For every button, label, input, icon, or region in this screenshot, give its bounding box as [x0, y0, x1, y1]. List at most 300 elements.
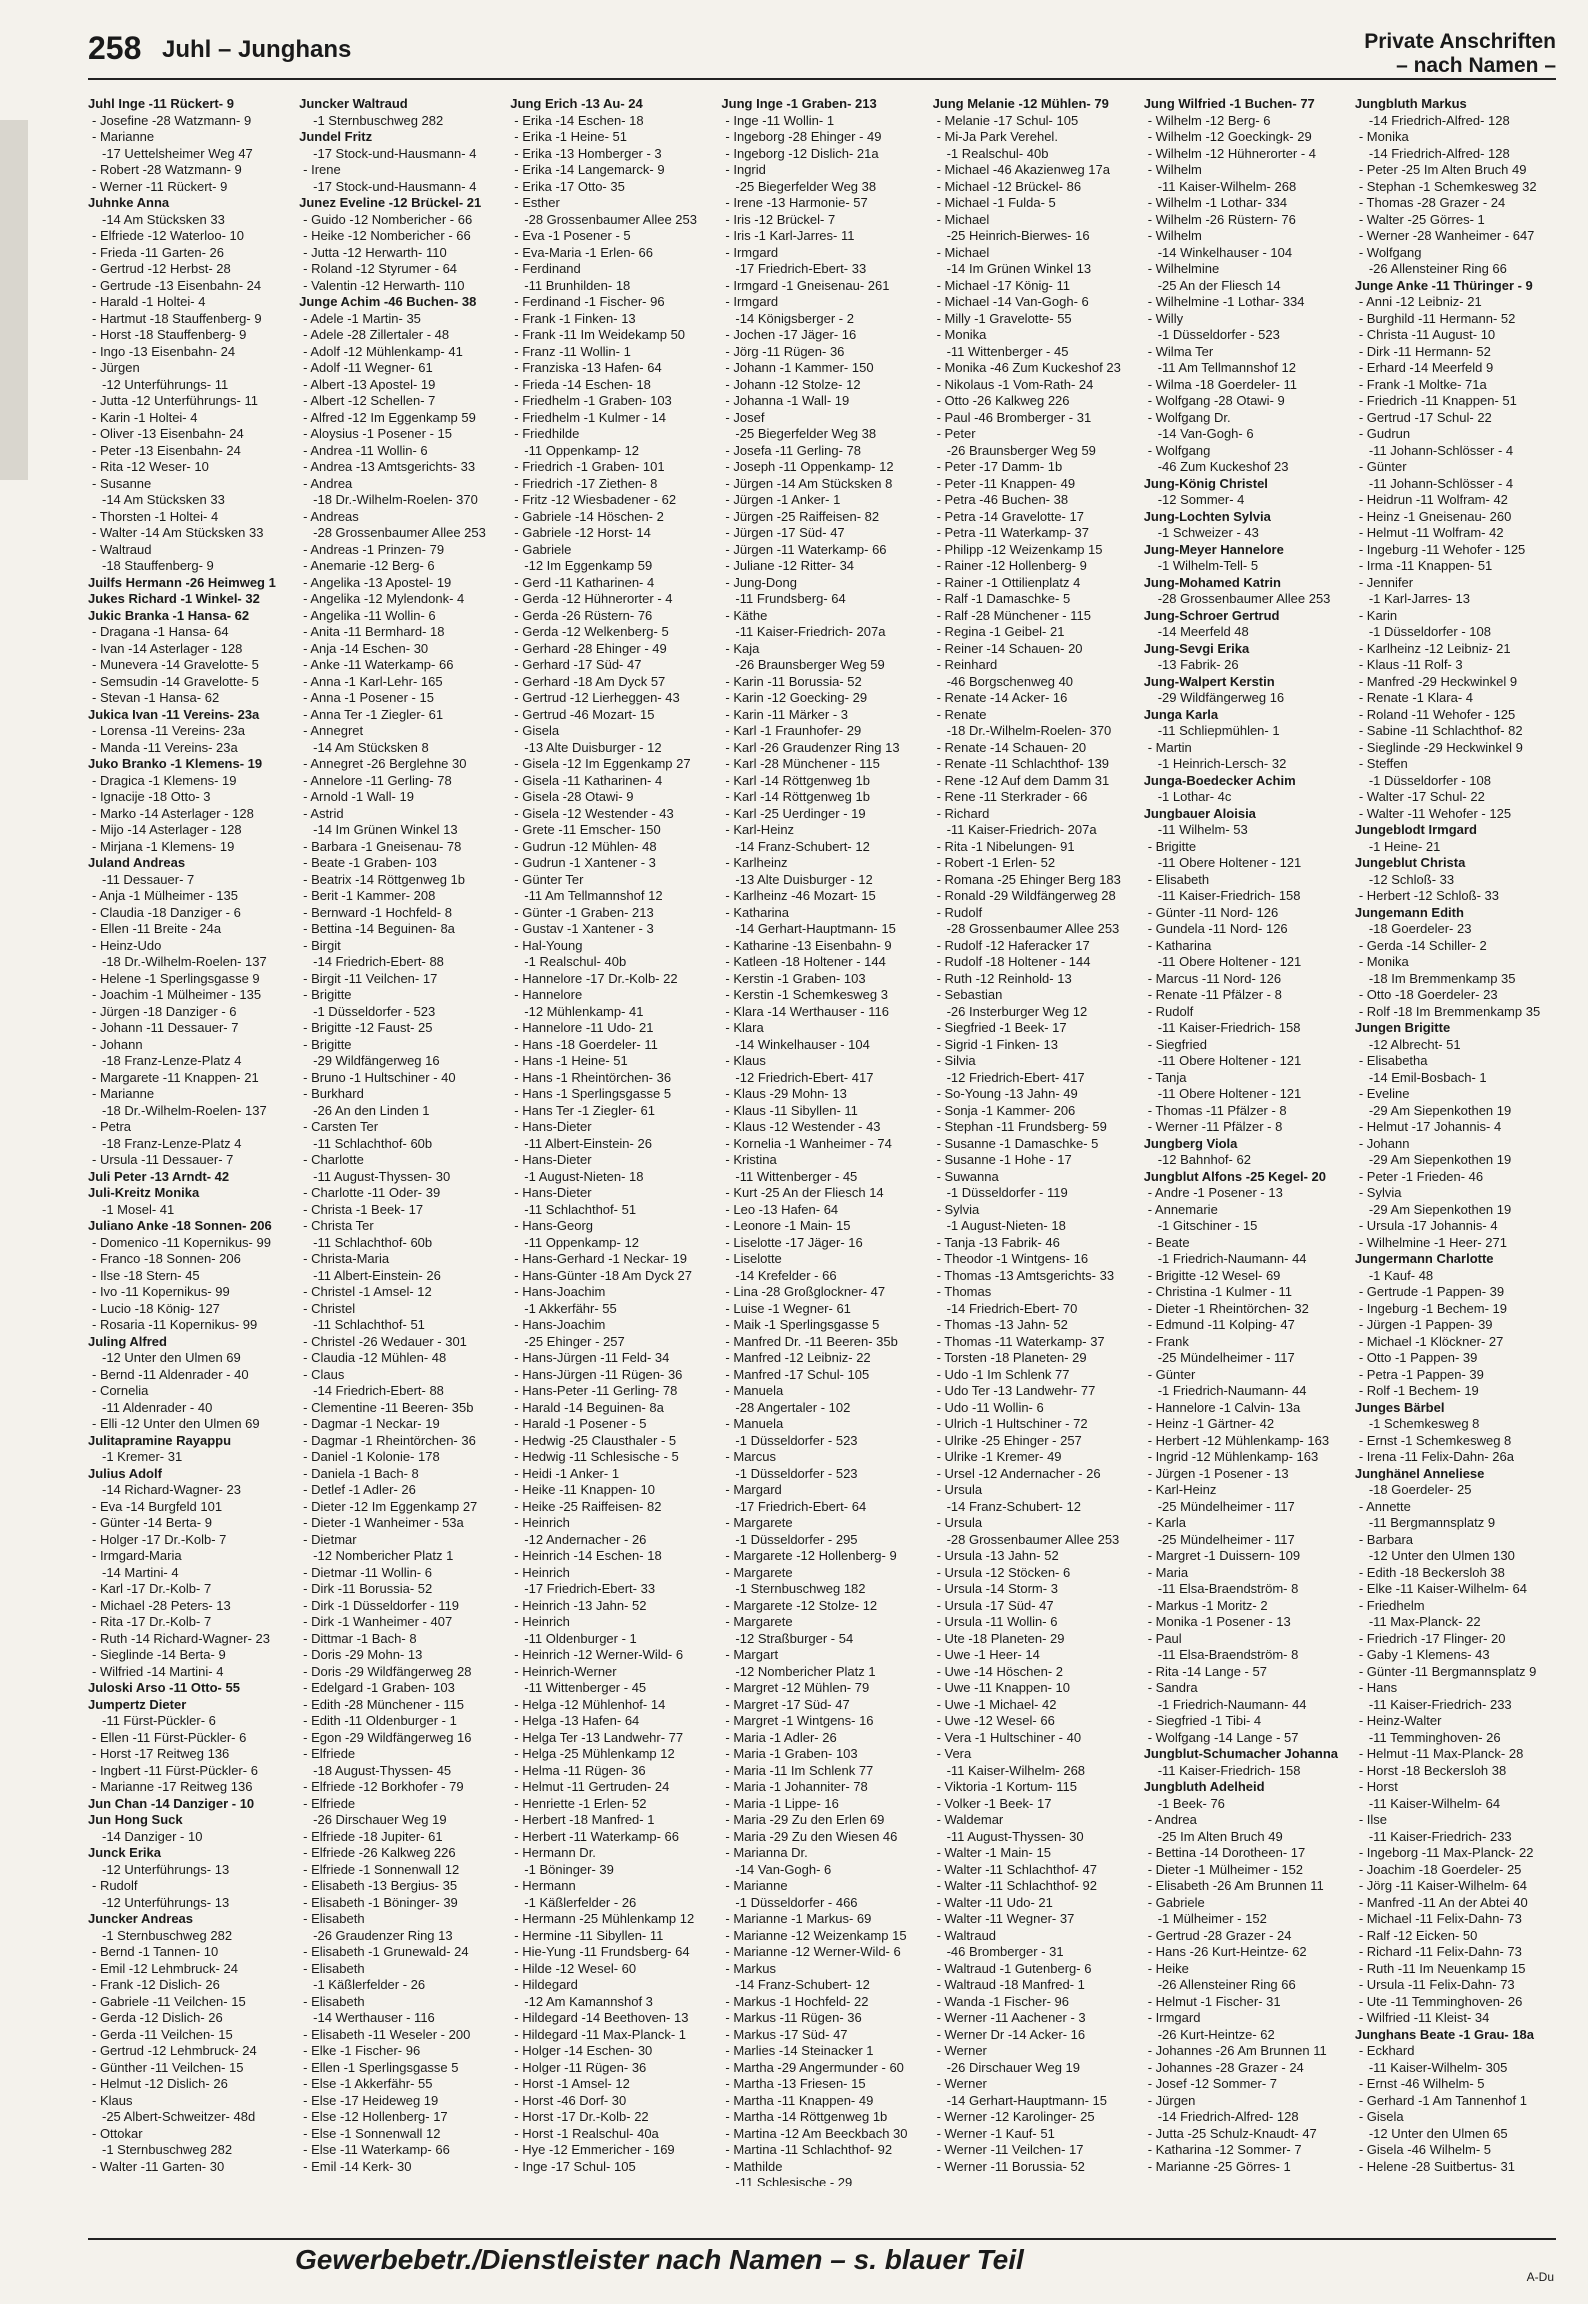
directory-line: - Markus -11 Rügen- 36	[725, 2010, 862, 2025]
directory-line: - Rudolf	[92, 1878, 138, 1893]
directory-line: -14 Franz-Schubert- 12	[946, 1498, 1081, 1514]
directory-line: - Gertrud -17 Schul- 22	[1358, 409, 1492, 425]
surname-entry: Juli Peter -13 Arndt- 42	[88, 1168, 230, 1184]
directory-line: - Elfriede	[303, 1795, 356, 1811]
directory-line: - Wilhelmine -1 Heer- 271	[1358, 1234, 1507, 1250]
directory-line: -12 Nombericher Platz 1	[735, 1663, 876, 1679]
directory-line: -1 Akkerfähr- 55	[524, 1300, 617, 1316]
directory-line: - Josef -12 Sommer- 7	[1147, 2076, 1278, 2091]
directory-line: - Ferdinand -1 Fischer- 96	[514, 294, 665, 309]
directory-line: -14 Friedrich-Alfred- 128	[1157, 2109, 1299, 2124]
directory-line: - Ilse	[1358, 1812, 1388, 1827]
directory-line: - Angelika -13 Apostel- 19	[303, 574, 452, 590]
directory-line: - Elisabeth	[1147, 871, 1210, 887]
directory-line: - Erika -17 Otto- 35	[514, 178, 625, 194]
directory-line: - Uwe -1 Michael- 42	[936, 1696, 1057, 1712]
surname-entry: Juhl Inge -11 Rückert- 9	[88, 96, 234, 111]
directory-line: -11 Schlachthof- 60b	[313, 1135, 433, 1151]
directory-line: - Ute -11 Temminghoven- 26	[1358, 1993, 1523, 2009]
surname-entry: Juliano Anke -18 Sonnen- 206	[88, 1218, 272, 1233]
directory-line: - Anita -11 Bermhard- 18	[303, 624, 445, 639]
directory-line: -14 Gerhart-Hauptmann- 15	[946, 2092, 1107, 2108]
directory-line: -11 Schliepmühlen- 1	[1157, 723, 1280, 738]
directory-line: - Kurt -25 An der Fliesch 14	[725, 1185, 884, 1200]
directory-line: -11 Obere Holtener - 121	[1157, 855, 1302, 870]
directory-line: - Kaja	[725, 640, 760, 656]
directory-line: - Elke -1 Fischer- 96	[303, 2043, 421, 2058]
surname-entry: Jungbauer Aloisia	[1143, 805, 1256, 821]
directory-line: - Michael -17 König- 11	[936, 277, 1070, 293]
directory-line: - Ruth -14 Richard-Wagner- 23	[92, 1630, 270, 1646]
directory-line: - Horst -17 Reitweg 136	[92, 1746, 230, 1761]
directory-line: - Sonja -1 Kammer- 206	[936, 1102, 1076, 1118]
directory-line: - Erika -1 Heine- 51	[514, 129, 627, 144]
directory-line: - Brigitte	[303, 987, 352, 1002]
directory-line: - Margret -1 Duissern- 109	[1147, 1548, 1301, 1563]
directory-line: - Jörg -11 Rügen- 36	[725, 343, 845, 359]
directory-line: - Hie-Yung -11 Frundsberg- 64	[514, 1944, 690, 1959]
directory-line: - Klaus	[725, 1053, 766, 1068]
directory-line: -1 Düsseldorfer - 119	[946, 1185, 1068, 1200]
directory-line: - Karl-Heinz	[1147, 1482, 1217, 1497]
directory-line: -1 Mülheimer - 152	[1157, 1911, 1267, 1926]
directory-line: - Jürgen -1 Anker- 1	[725, 492, 841, 507]
directory-line: - Margarete	[725, 1564, 793, 1580]
directory-line: - Inge -17 Schul- 105	[514, 2158, 636, 2174]
directory-line: - Hans Ter -1 Ziegler- 61	[514, 1102, 655, 1118]
directory-line: - Albert -12 Schellen- 7	[303, 393, 436, 408]
directory-line: - Beate -1 Graben- 103	[303, 855, 437, 870]
directory-line: - Gertrud -12 Lierheggen- 43	[514, 690, 680, 705]
directory-line: - Ursula -11 Felix-Dahn- 73	[1358, 1977, 1515, 1992]
directory-line: - Rudolf	[1147, 1003, 1194, 1019]
directory-line: - Christa Ter	[303, 1218, 374, 1233]
directory-line: - Detlef -1 Adler- 26	[303, 1482, 416, 1497]
directory-line: - Christel	[303, 1300, 356, 1316]
directory-line: - Edelgard -1 Graben- 103	[303, 1680, 455, 1695]
directory-line: - Anna -1 Posener - 15	[303, 690, 434, 705]
directory-line: - Karla	[1147, 1515, 1186, 1530]
directory-line: - Karlheinz -12 Leibniz- 21	[1358, 640, 1511, 656]
directory-line: - Dietmar -11 Wollin- 6	[303, 1564, 432, 1580]
directory-line: - Rudolf -12 Haferacker 17	[936, 937, 1090, 953]
directory-line: - Paul	[1147, 1630, 1182, 1646]
directory-line: - Rosaria -11 Kopernikus- 99	[92, 1317, 258, 1332]
directory-line: - Dieter -1 Mülheimer - 152	[1147, 1861, 1304, 1877]
directory-line: - Gabriele -11 Veilchen- 15	[92, 1993, 246, 2009]
surname-entry: Junge Achim -46 Buchen- 38	[299, 294, 477, 309]
directory-line: -1 Heine- 21	[1368, 838, 1441, 854]
directory-line: - Harald -1 Posener - 5	[514, 1416, 647, 1431]
directory-line: - Horst -18 Beckersloh 38	[1358, 1762, 1507, 1778]
page-edge-tab	[0, 120, 28, 480]
directory-line: -29 Wildfängerweg 16	[1157, 690, 1285, 705]
directory-line: - Anni -12 Leibniz- 21	[1358, 294, 1482, 309]
directory-line: - Andrea -13 Amtsgerichts- 33	[303, 459, 476, 474]
directory-line: -17 Friedrich-Ebert- 33	[735, 261, 867, 276]
directory-line: - Erika -13 Homberger - 3	[514, 145, 662, 161]
directory-line: - Rolf -1 Bechem- 19	[1358, 1383, 1479, 1398]
directory-line: - Christa -1 Beek- 17	[303, 1201, 424, 1217]
directory-line: - Anja -1 Mülheimer - 135	[92, 888, 238, 903]
directory-line: - Annelore -11 Gerling- 78	[303, 772, 452, 788]
directory-line: - Gerhard -1 Am Tannenhof 1	[1358, 2092, 1527, 2108]
surname-entry: Jung-Walpert Kerstin	[1143, 673, 1275, 689]
directory-line: - Klaus -11 Sibyllen- 11	[725, 1102, 858, 1118]
directory-line: -11 Kaiser-Wilhelm- 64	[1368, 1795, 1501, 1811]
directory-line: -14 Martini- 4	[102, 1564, 179, 1580]
directory-line: - Gisela	[514, 723, 560, 738]
directory-line: -12 Andernacher - 26	[524, 1531, 647, 1547]
directory-line: -14 Van-Gogh- 6	[1157, 426, 1254, 441]
directory-line: - Udo -1 Im Schlenk 77	[936, 1366, 1070, 1382]
directory-line: - Hans-Günter -18 Am Dyck 27	[514, 1267, 693, 1283]
directory-line: - Elfriede -12 Waterloo- 10	[92, 228, 244, 243]
directory-line: - Frank	[1147, 1333, 1189, 1349]
directory-line: - Reiner -14 Schauen- 20	[936, 640, 1083, 656]
surname-entry: Junck Erika	[88, 1845, 161, 1860]
directory-line: - Martha -11 Knappen- 49	[725, 2092, 874, 2108]
directory-line: - Gudrun	[1358, 426, 1411, 441]
header-rule	[88, 78, 1556, 80]
directory-line: - Thomas	[936, 1284, 992, 1299]
directory-line: - Gabriele	[1147, 1894, 1205, 1910]
directory-line: -13 Alte Duisburger - 12	[524, 739, 662, 755]
directory-line: -11 Schlachthof- 51	[313, 1317, 425, 1332]
directory-line: - Hans -26 Kurt-Heintze- 62	[1147, 1944, 1307, 1959]
directory-line: - Hermann Dr.	[514, 1845, 596, 1860]
directory-line: - Martha -14 Röttgenweg 1b	[725, 2109, 888, 2124]
directory-line: - Friedhilde	[514, 426, 580, 441]
surname-entry: Jung Wilfried -1 Buchen- 77	[1143, 96, 1315, 111]
directory-line: - Walter -11 Schlachthof- 47	[936, 1861, 1097, 1877]
directory-line: -12 Unterführungs- 11	[102, 376, 229, 392]
directory-line: - Werner -11 Veilchen- 17	[936, 2142, 1084, 2157]
surname-entry: Junga-Boedecker Achim	[1143, 772, 1296, 788]
directory-line: - Rudolf -18 Holtener - 144	[936, 954, 1091, 969]
directory-line: -1 August-Nieten- 18	[946, 1218, 1066, 1233]
surname-entry: Jungbluth Markus	[1354, 96, 1467, 111]
directory-line: - Margarete	[725, 1614, 793, 1629]
directory-line: - Melanie -17 Schul- 105	[936, 112, 1079, 128]
directory-line: - Berit -1 Kammer- 208	[303, 888, 436, 903]
directory-line: - Ferdinand	[514, 261, 581, 276]
surname-entry: Jungbluth Adelheid	[1143, 1779, 1265, 1794]
directory-line: - Monika	[1358, 954, 1409, 969]
directory-line: -11 Bergmannsplatz 9	[1368, 1515, 1496, 1530]
directory-line: - Sabine -11 Schlachthof- 82	[1358, 723, 1523, 738]
directory-line: - Günter -11 Nord- 126	[1147, 904, 1279, 920]
directory-line: -26 Graudenzer Ring 13	[313, 1927, 453, 1943]
directory-line: - Iris -1 Karl-Jarres- 11	[725, 228, 855, 243]
directory-line: - Kristina	[725, 1152, 777, 1167]
directory-line: - Thomas -11 Waterkamp- 37	[936, 1333, 1105, 1349]
directory-line: - Reinhard	[936, 657, 998, 672]
directory-line: - Walter -11 Garten- 30	[92, 2158, 225, 2174]
surname-entry: Juncker Waltraud	[299, 96, 408, 111]
directory-line: - Egon -29 Wildfängerweg 16	[303, 1729, 472, 1745]
section-title	[1364, 30, 1556, 78]
directory-line: - Edmund -11 Kolping- 47	[1147, 1317, 1295, 1332]
directory-line: - Katharina	[1147, 937, 1212, 953]
directory-line: - Karin -1 Holtei- 4	[92, 409, 198, 425]
directory-line: - Renate -1 Klara- 4	[1358, 690, 1474, 705]
directory-line: - Maria -29 Zu den Wiesen 46	[725, 1828, 898, 1844]
directory-line: - Gerda -12 Welkenberg- 5	[514, 624, 669, 639]
directory-line: - Ursula	[936, 1515, 983, 1530]
directory-line: - Frieda -14 Eschen- 18	[514, 376, 651, 392]
directory-line: - Heinz-Walter	[1358, 1713, 1442, 1728]
directory-line: - Mi-Ja Park Verehel.	[936, 129, 1058, 144]
directory-line: - Marianne	[92, 129, 155, 144]
directory-line: - Dieter -12 Im Eggenkamp 27	[303, 1498, 478, 1514]
directory-line: - Margret -17 Süd- 47	[725, 1696, 850, 1712]
directory-line: - Margart	[725, 1647, 779, 1662]
directory-line: - Kerstin -1 Schemkesweg 3	[725, 987, 888, 1002]
directory-line: - Helga -13 Hafen- 64	[514, 1713, 640, 1728]
directory-line: - Burkhard	[303, 1086, 364, 1101]
surname-entry: Jumpertz Dieter	[88, 1696, 187, 1712]
directory-line: - Werner -11 Aachener - 3	[936, 2010, 1086, 2025]
directory-line: - Gisela -46 Wilhelm- 5	[1358, 2142, 1492, 2157]
directory-line: -14 Winkelhauser - 104	[1157, 244, 1293, 260]
directory-line: -1 Kauf- 48	[1368, 1267, 1434, 1283]
directory-line: - Hans	[1358, 1680, 1398, 1695]
directory-line: -17 Stock-und-Hausmann- 4	[313, 178, 477, 194]
directory-line: - Munevera -14 Gravelotte- 5	[92, 657, 259, 672]
directory-line: - Martina -12 Am Beeckbach 30	[725, 2125, 908, 2141]
directory-line: -1 Kremer- 31	[102, 1449, 183, 1464]
directory-line: - Angelika -12 Mylendonk- 4	[303, 591, 465, 606]
directory-line: - Wilhelmine	[1147, 261, 1220, 276]
directory-line: - Horst -1 Realschul- 40a	[514, 2125, 659, 2141]
directory-line: - Willy	[1147, 310, 1184, 326]
directory-line: - Semsudin -14 Gravelotte- 5	[92, 673, 259, 689]
directory-line: - Karl -14 Röttgenweg 1b	[725, 789, 870, 804]
directory-line: - Jutta -12 Herwarth- 110	[303, 244, 447, 260]
directory-line: - Ralf -28 Münchener - 115	[936, 607, 1091, 623]
directory-line: - Joachim -18 Goerdeler- 25	[1358, 1861, 1522, 1877]
directory-line: - Gerhard -28 Ehinger - 49	[514, 640, 667, 656]
directory-line: - Gertrud -12 Lehmbruck- 24	[92, 2043, 257, 2058]
directory-line: - Heike -25 Raiffeisen- 82	[514, 1498, 662, 1514]
directory-line: - Anemarie -12 Berg- 6	[303, 558, 435, 573]
directory-line: -14 Friedrich-Alfred- 128	[1368, 145, 1510, 161]
directory-line: -1 Sternbuschweg 282	[313, 112, 444, 128]
directory-line: -25 Mündelheimer - 117	[1157, 1350, 1295, 1365]
directory-line: - Andrea	[303, 475, 353, 491]
directory-line: -1 Friedrich-Naumann- 44	[1157, 1696, 1307, 1712]
directory-line: - Erhard -14 Meerfeld 9	[1358, 360, 1494, 375]
directory-line: - Gisela -12 Westender - 43	[514, 805, 674, 821]
directory-line: - Dragana -1 Hansa- 64	[92, 624, 229, 639]
directory-line: - Gisela	[1358, 2109, 1404, 2124]
directory-line: - Michael -46 Akazienweg 17a	[936, 162, 1110, 177]
directory-line: -46 Bromberger - 31	[946, 1944, 1064, 1959]
directory-line: - Wilfried -14 Martini- 4	[92, 1663, 224, 1679]
directory-line: - Dittmar -1 Bach- 8	[303, 1630, 417, 1646]
directory-line: - Irmgard -1 Gneisenau- 261	[725, 277, 890, 293]
directory-line: - Ingeburg -1 Bechem- 19	[1358, 1300, 1507, 1316]
directory-line: - Andreas -1 Prinzen- 79	[303, 541, 445, 557]
surname-entry: Junga Karla	[1143, 706, 1219, 722]
directory-line: -11 Brunhilden- 18	[524, 277, 631, 293]
directory-line: - Monika	[1358, 129, 1409, 144]
directory-line: - Brigitte -12 Wesel- 69	[1147, 1267, 1281, 1283]
directory-line: - Else -12 Hollenberg- 17	[303, 2109, 448, 2124]
surname-entry: Jung-König Christel	[1143, 475, 1268, 491]
directory-line: - Marianna Dr.	[725, 1845, 808, 1860]
directory-line: - Margret -1 Wintgens- 16	[725, 1713, 874, 1728]
directory-line: - Marianne -25 Görres- 1	[1147, 2158, 1291, 2174]
directory-line: - Frank -11 Im Weidekamp 50	[514, 327, 686, 342]
directory-line: - Karin -11 Märker - 3	[725, 706, 848, 722]
directory-line: - Annegret	[303, 723, 364, 738]
directory-line: -25 An der Fliesch 14	[1157, 277, 1281, 293]
surname-entry: Junges Bärbel	[1354, 1399, 1445, 1415]
directory-line: - Karl -26 Graudenzer Ring 13	[725, 739, 900, 755]
directory-line: -18 Dr.-Wilhelm-Roelen- 137	[102, 954, 267, 969]
directory-line: - Martina -11 Schlachthof- 92	[725, 2142, 893, 2157]
directory-line: - Uwe -11 Knappen- 10	[936, 1680, 1071, 1695]
directory-line: -12 Unter den Ulmen 65	[1368, 2125, 1508, 2141]
directory-line: -11 Aldenrader - 40	[102, 1399, 213, 1415]
directory-line: -25 Mündelheimer - 117	[1157, 1531, 1295, 1547]
directory-line: - Beate	[1147, 1234, 1190, 1250]
directory-line: - Johann	[1358, 1135, 1410, 1151]
directory-line: - Hans-Joachim	[514, 1317, 606, 1332]
directory-line: - Gertrud -28 Grazer - 24	[1147, 1927, 1292, 1943]
directory-line: -28 Grossenbaumer Allee 253	[946, 921, 1120, 936]
directory-line: -1 Gitschiner - 15	[1157, 1218, 1258, 1233]
directory-line: - Harald -1 Holtei- 4	[92, 294, 206, 309]
directory-line: -46 Borgschenweg 40	[946, 673, 1074, 689]
surname-entry: Junghans Beate -1 Grau- 18a	[1354, 2026, 1535, 2042]
directory-line: -1 Böninger- 39	[524, 1861, 614, 1877]
directory-line: - Herbert -11 Waterkamp- 66	[514, 1828, 679, 1844]
directory-line: - Johann -12 Stolze- 12	[725, 376, 861, 392]
directory-line: - Claudia -18 Danziger - 6	[92, 904, 241, 920]
directory-column	[1144, 96, 1345, 2186]
surname-entry: Junez Eveline -12 Brückel- 21	[299, 195, 482, 210]
directory-line: - Wilhelm -26 Rüstern- 76	[1147, 211, 1296, 227]
directory-line: - So-Young -13 Jahn- 49	[936, 1086, 1078, 1101]
directory-line: - Franziska -13 Hafen- 64	[514, 360, 662, 375]
directory-line: - Else -17 Heideweg 19	[303, 2092, 439, 2108]
directory-line: - Walter -25 Görres- 1	[1358, 211, 1485, 227]
directory-line: -1 Schemkesweg 8	[1368, 1416, 1480, 1431]
directory-line: - Günther -11 Veilchen- 15	[92, 2059, 244, 2075]
directory-line: - Werner -11 Rückert- 9	[92, 178, 228, 194]
page-number: 258	[88, 30, 142, 66]
directory-line: - Jürgen -18 Danziger - 6	[92, 1003, 237, 1019]
directory-line: -1 Düsseldorfer - 108	[1368, 772, 1491, 788]
directory-line: -12 Sommer- 4	[1157, 492, 1245, 507]
directory-line: - Thorsten -1 Holtei- 4	[92, 508, 219, 524]
directory-line: - Margarete -11 Knappen- 21	[92, 1069, 259, 1085]
directory-line: - Helmut -11 Max-Planck- 28	[1358, 1746, 1524, 1761]
directory-line: - Gabriele	[514, 541, 572, 557]
directory-line: - Stevan -1 Hansa- 62	[92, 690, 220, 705]
directory-line: - Ellen -1 Sperlingsgasse 5	[303, 2059, 459, 2075]
directory-line: - Bernd -1 Tannen- 10	[92, 1944, 219, 1959]
directory-line: - Else -11 Waterkamp- 66	[303, 2142, 450, 2157]
directory-line: - Otto -1 Pappen- 39	[1358, 1350, 1478, 1365]
directory-line: - Adele -1 Martin- 35	[303, 310, 421, 326]
directory-line: -18 Goerdeler- 25	[1368, 1482, 1472, 1497]
directory-line: - Ursula -14 Storm- 3	[936, 1581, 1058, 1596]
directory-line: - Renate -11 Pfälzer - 8	[1147, 987, 1282, 1002]
directory-line: - Horst	[1358, 1779, 1398, 1794]
directory-line: - Karl -28 Münchener - 115	[725, 756, 880, 771]
directory-line: - Heike -12 Nombericher - 66	[303, 228, 471, 243]
directory-line: - Holger -11 Rügen- 36	[514, 2059, 647, 2075]
directory-line: - Gabriele -14 Höschen- 2	[514, 508, 664, 524]
directory-line: -14 Gerhart-Hauptmann- 15	[735, 921, 896, 936]
directory-line: - Petra -46 Buchen- 38	[936, 492, 1069, 507]
directory-line: -26 Insterburger Weg 12	[946, 1003, 1088, 1019]
directory-line: - Ronald -29 Wildfängerweg 28	[936, 888, 1116, 903]
directory-line: - Robert -28 Watzmann- 9	[92, 162, 242, 177]
directory-line: -1 Sternbuschweg 182	[735, 1581, 866, 1596]
surname-entry: Jung-Meyer Hannelore	[1143, 541, 1284, 557]
directory-line: -17 Stock-und-Hausmann- 4	[313, 145, 477, 161]
directory-line: -11 Obere Holtener - 121	[1157, 1053, 1302, 1068]
directory-line: - Elli -12 Unter den Ulmen 69	[92, 1416, 260, 1431]
directory-line: - Kornelia -1 Wanheimer - 74	[725, 1135, 892, 1151]
directory-line: - Günter Ter	[514, 871, 584, 887]
directory-line: -14 Franz-Schubert- 12	[735, 838, 870, 854]
directory-line: -25 Ehinger - 257	[524, 1333, 625, 1349]
directory-line: -11 Kaiser-Wilhelm- 305	[1368, 2059, 1508, 2075]
directory-line: - Herbert -12 Schloß- 33	[1358, 888, 1500, 903]
directory-line: - Gerhard -17 Süd- 47	[514, 657, 642, 672]
directory-line: - Friedrich -1 Graben- 101	[514, 459, 665, 474]
directory-line: - Else -1 Sonnenwall 12	[303, 2125, 441, 2141]
directory-line: - Erika -14 Langemarck- 9	[514, 162, 665, 177]
directory-line: - Hans-Georg	[514, 1218, 594, 1233]
directory-line: -11 Oldenburger - 1	[524, 1630, 637, 1646]
directory-line: -12 Mühlenkamp- 41	[524, 1003, 644, 1019]
directory-line: - Marianne	[725, 1878, 788, 1893]
directory-line: - Helene -1 Sperlingsgasse 9	[92, 970, 260, 986]
directory-line: -11 Kaiser-Friedrich- 158	[1157, 888, 1301, 903]
directory-line: - Karin -12 Goecking- 29	[725, 690, 868, 705]
directory-line: - Emil -14 Kerk- 30	[303, 2158, 412, 2174]
directory-line: - Thomas -13 Jahn- 52	[936, 1317, 1068, 1332]
directory-column	[933, 96, 1134, 2186]
directory-line: - Joseph -11 Oppenkamp- 12	[725, 459, 894, 474]
directory-line: - Klaus	[92, 2092, 133, 2108]
directory-line: -11 Albert-Einstein- 26	[524, 1135, 652, 1151]
directory-line: - Hannelore	[514, 987, 583, 1002]
directory-line: -11 Am Tellmannshof 12	[1157, 360, 1296, 375]
directory-line: - Eva -1 Posener - 5	[514, 228, 631, 243]
directory-line: - Heinz-Udo	[92, 937, 162, 953]
directory-line: -14 Im Grünen Winkel 13	[946, 261, 1092, 276]
directory-line: -11 Obere Holtener - 121	[1157, 954, 1302, 969]
directory-line: -25 Albert-Schweitzer- 48d	[102, 2109, 256, 2124]
directory-line: - Barbara -1 Gneisenau- 78	[303, 838, 462, 854]
directory-line: - Hildegard -11 Max-Planck- 1	[514, 2026, 686, 2042]
directory-line: - Birgit	[303, 937, 341, 953]
surname-entry: Junghänel Anneliese	[1354, 1465, 1485, 1481]
directory-line: - Annemarie	[1147, 1201, 1218, 1217]
directory-line: - Wilma -18 Goerdeler- 11	[1147, 376, 1298, 392]
directory-line: -46 Zum Kuckeshof 23	[1157, 459, 1289, 474]
directory-line: - Dragica -1 Klemens- 19	[92, 772, 237, 788]
directory-line: - Rene -12 Auf dem Damm 31	[936, 772, 1110, 788]
